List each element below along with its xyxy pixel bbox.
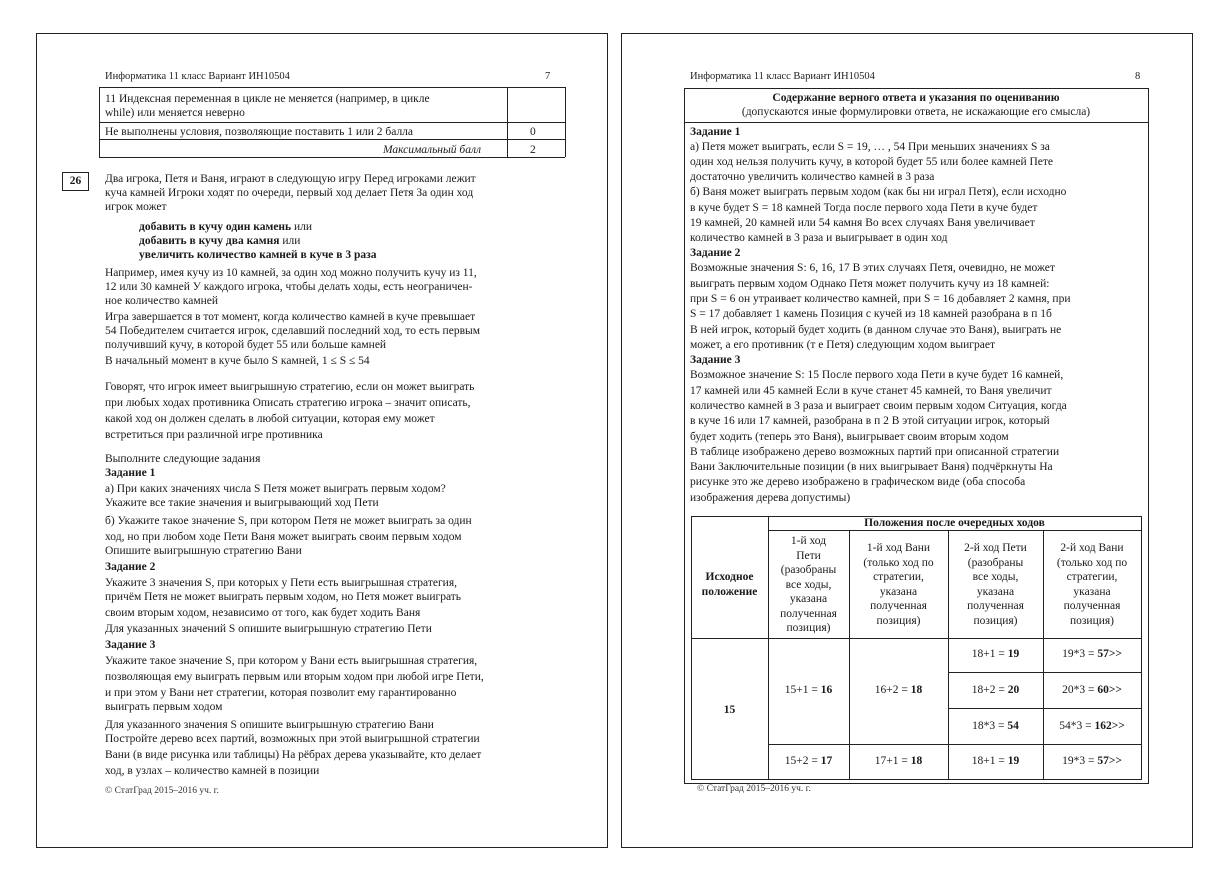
body-line: ход, но при любом ходе Пети Ваня может выиграть своим первым ходом: [105, 531, 462, 543]
body-line: б) Укажите такое значение S, при котором Петя не может выиграть за один: [105, 515, 472, 527]
cell-petya-2: 18+1 = 19: [971, 755, 1020, 767]
body-line: Возможные значения S: 6, 16, 17 В этих случаях Петя, очевидно, не может: [690, 262, 1055, 274]
col-header-line: полученная: [780, 607, 837, 620]
task-heading: Задание 2: [690, 247, 741, 259]
page-footer: © СтатГрад 2015–2016 уч. г.: [105, 786, 219, 796]
score-row-text: 11 Индексная переменная в цикле не меняется (например, в цикле: [105, 93, 430, 105]
body-line: игрок может: [105, 201, 167, 213]
body-line: изображения дерева допустимы): [690, 492, 851, 504]
start-header-line: Исходное: [705, 571, 754, 583]
col-header-line: полученная: [1063, 600, 1121, 612]
cell-vanya-1: 16+2 = 18: [874, 684, 923, 696]
col-header-line: (только ход по: [1056, 556, 1128, 569]
page-header-title: Информатика 11 класс Вариант ИН10504: [105, 71, 290, 82]
cell-vanya-2: 19*3 = 57>>: [1062, 755, 1122, 767]
body-line: может, а его противник (т е Петя) следующим ходом выиграет: [690, 339, 995, 351]
body-line: б) Ваня может выиграть первым ходом (как бы ни играл Петя), если исходно: [690, 186, 1067, 198]
score-value: 0: [530, 126, 536, 138]
right-page: [621, 33, 1193, 848]
col-header-line: полученная: [967, 600, 1024, 612]
body-line: Для указанных значений S опишите выигрышную стратегию Пети: [105, 623, 432, 635]
col-header-line: полученная: [870, 600, 927, 612]
cell-petya-2: 18+1 = 19: [971, 648, 1020, 660]
col-header-line: (только ход по: [863, 556, 934, 569]
col-header-line: (разобраны: [780, 564, 837, 576]
col-header-line: указана: [879, 585, 918, 598]
body-line: Укажите 3 значения S, при которых у Пети есть выигрышная стратегия,: [105, 577, 457, 589]
start-header-line: положение: [701, 585, 758, 598]
body-line: а) Петя может выиграть, если S = 19, … , 54 При меньших значениях S за: [690, 141, 1050, 153]
left-page: [36, 33, 608, 848]
body-line: ное количество камней: [105, 295, 219, 307]
col-header-line: указана: [1073, 585, 1111, 598]
score-value: 2: [530, 144, 536, 156]
body-line: В таблице изображено дерево возможных партий при описанной стратегии: [690, 446, 1060, 458]
body-line: один ход нельзя получить кучу, в которой будет 55 или более камней Пете: [690, 156, 1054, 168]
col-header-line: 2-й ход Вани: [1060, 542, 1124, 554]
body-line: Опишите выигрышную стратегию Вани: [105, 545, 302, 557]
body-line: 19 камней, 20 камней или 54 камня Во всех случаях Ваня увеличивает: [690, 217, 1035, 229]
page-footer: © СтатГрад 2015–2016 уч. г.: [697, 784, 811, 794]
score-row-text: Максимальный балл: [383, 144, 481, 156]
cell-vanya-2: 20*3 = 60>>: [1062, 684, 1122, 696]
task-number: 26: [69, 175, 82, 187]
body-line: Вани Заключительные позиции (в них выигрывает Ваня) подчёркнуты На: [690, 461, 1053, 473]
col-header-line: все ходы,: [972, 571, 1019, 583]
cell-petya-2: 18+2 = 20: [971, 684, 1020, 696]
answer-box-subtitle: (допускаются иные формулировки ответа, не искажающие его смысла): [741, 106, 1091, 118]
body-line: и при этом у Вани нет стратегии, которая позволит ему гарантированно: [105, 687, 457, 699]
col-header-line: указана: [789, 593, 828, 605]
body-line: а) При каких значениях числа S Петя может выиграть первым ходом?: [105, 483, 446, 495]
body-line: рисунке это же дерево изображено в графическом виде (оба способа: [690, 476, 1026, 488]
col-header-line: позиция): [973, 614, 1018, 627]
start-header: [691, 570, 768, 599]
col-header-line: Пети: [796, 549, 821, 562]
col-header-line: позиция): [1069, 614, 1115, 627]
body-line: Укажите такое значение S, при котором у Вани есть выигрышная стратегия,: [105, 655, 478, 667]
page-header-title: Информатика 11 класс Вариант ИН10504: [690, 71, 875, 82]
body-line: В начальный момент в куче было S камней, 1 ≤ S ≤ 54: [105, 355, 370, 367]
body-line: какой ход он должен сделать в любой ситуации, которая ему может: [105, 413, 435, 425]
body-line: 54 Победителем считается игрок, сделавший последний ход, то есть первым: [105, 325, 481, 337]
task-heading: Задание 2: [105, 561, 156, 573]
col-header-petya-1: [768, 534, 849, 636]
col-header-line: все ходы,: [785, 578, 832, 591]
body-line: будет ходить (теперь это Ваня), выигрывает своим вторым ходом: [690, 431, 1009, 443]
body-line: Два игрока, Петя и Ваня, играют в следующую игру Перед игроками лежит: [105, 173, 476, 185]
body-line: выиграть первым ходом: [105, 701, 223, 713]
body-line: количество камней в 3 раза и выиграет своим первым ходом Ситуация, когда: [690, 400, 1067, 412]
body-line: Например, имея кучу из 10 камней, за один ход можно получить кучу из 11,: [105, 267, 477, 279]
body-line: своим вторым ходом, независимо от того, как будет ходить Ваня: [105, 607, 421, 619]
move-option: увеличить количество камней в куче в 3 раза: [139, 249, 377, 261]
col-header-line: (разобраны: [967, 556, 1024, 569]
body-line: ход, в узлах – количество камней в позиции: [105, 765, 320, 777]
cell-petya-2: 18*3 = 54: [972, 720, 1019, 732]
body-line: Выполните следующие задания: [105, 453, 261, 465]
body-line: куча камней Игроки ходят по очереди, первый ход делает Петя За один ход: [105, 187, 474, 199]
body-line: Возможное значение S: 15 После первого хода Пети в куче будет 16 камней,: [690, 369, 1064, 381]
body-line: встретиться при различной игре противника: [105, 429, 323, 441]
table-top-header: Положения после очередных ходов: [864, 517, 1045, 529]
page-number: 8: [1135, 71, 1141, 82]
col-header-vanya-1: [849, 541, 948, 628]
body-line: В ней игрок, который будет ходить (в данном случае это Ваня), выиграть не: [690, 324, 1062, 336]
body-line: S = 17 добавляет 1 камень Позиция с кучей из 18 камней разобрана в п 1б: [690, 308, 1052, 320]
body-line: Вани (в виде рисунка или таблицы) На рёбрах дерева указывайте, кто делает: [105, 749, 482, 761]
task-heading: Задание 3: [690, 354, 741, 366]
task-heading: Задание 1: [105, 467, 156, 479]
task-heading: Задание 1: [690, 126, 741, 138]
body-line: достаточно увеличить количество камней в 3 раза: [690, 171, 935, 183]
task-heading: Задание 3: [105, 639, 156, 651]
move-option: добавить в кучу два камня или: [139, 235, 301, 247]
move-option: добавить в кучу один камень или: [139, 221, 313, 233]
body-line: в куче 16 или 17 камней, разобрана в п 2 В этой ситуации игрок, который: [690, 415, 1050, 427]
body-line: Для указанного значения S опишите выигрышную стратегию Вани: [105, 719, 434, 731]
body-line: 17 камней или 45 камней Если в куче станет 45 камней, то Ваня увеличит: [690, 385, 1052, 397]
body-line: при S = 6 он утраивает количество камней, при S = 16 добавляет 2 камня, при: [690, 293, 1071, 305]
body-line: в куче будет S = 18 камней Тогда после первого хода Пети в куче будет: [690, 202, 1038, 214]
body-line: Игра завершается в тот момент, когда количество камней в куче превышает: [105, 311, 476, 323]
body-line: выиграть первым ходом Однако Петя может получить кучу из 18 камней:: [690, 278, 1050, 290]
col-header-petya-2: [948, 541, 1043, 628]
cell-vanya-1: 17+1 = 18: [874, 755, 923, 767]
page-number: 7: [545, 71, 551, 82]
cell-vanya-2: 54*3 = 162>>: [1059, 720, 1125, 732]
col-header-line: 1-й ход Вани: [866, 542, 931, 554]
col-header-vanya-2: [1043, 541, 1141, 628]
body-line: количество камней в 3 раза и выигрывает в один ход: [690, 232, 948, 244]
col-header-line: позиция): [786, 622, 831, 634]
col-header-line: указана: [976, 585, 1015, 598]
col-header-line: стратегии,: [873, 571, 924, 583]
score-row-text: while) или меняется неверно: [105, 107, 245, 119]
cell-petya-1: 15+2 = 17: [784, 755, 833, 767]
score-row-text: Не выполнены условия, позволяющие поставить 1 или 2 балла: [105, 126, 414, 138]
body-line: Говорят, что игрок имеет выигрышную стратегию, если он может выиграть: [105, 381, 475, 393]
body-line: Укажите все такие значения и выигрывающий ход Пети: [105, 497, 379, 509]
col-header-line: стратегии,: [1066, 571, 1118, 583]
answer-box-title: Содержание верного ответа и указания по оцениванию: [772, 92, 1060, 104]
col-header-line: позиция): [876, 614, 921, 627]
col-header-line: 1-й ход: [790, 535, 827, 547]
body-line: 12 или 30 камней У каждого игрока, чтобы делать ходы, есть неограничен-: [105, 281, 473, 293]
body-line: получивший кучу, в которой будет 55 или больше камней: [105, 339, 387, 351]
body-line: Постройте дерево всех партий, возможных при этой выигрышной стратегии: [105, 733, 480, 745]
start-value: 15: [723, 704, 736, 716]
col-header-line: 2-й ход Пети: [964, 542, 1027, 554]
cell-vanya-2: 19*3 = 57>>: [1062, 648, 1122, 660]
body-line: при любых ходах противника Описать стратегию игрока – значит описать,: [105, 397, 471, 409]
body-line: причём Петя не может выиграть первым ходом, но Петя может выиграть: [105, 591, 462, 603]
task-number-box: [62, 172, 89, 191]
body-line: позволяющая ему выиграть первым или вторым ходом при любой игре Пети,: [105, 671, 484, 683]
cell-petya-1: 15+1 = 16: [784, 684, 833, 696]
